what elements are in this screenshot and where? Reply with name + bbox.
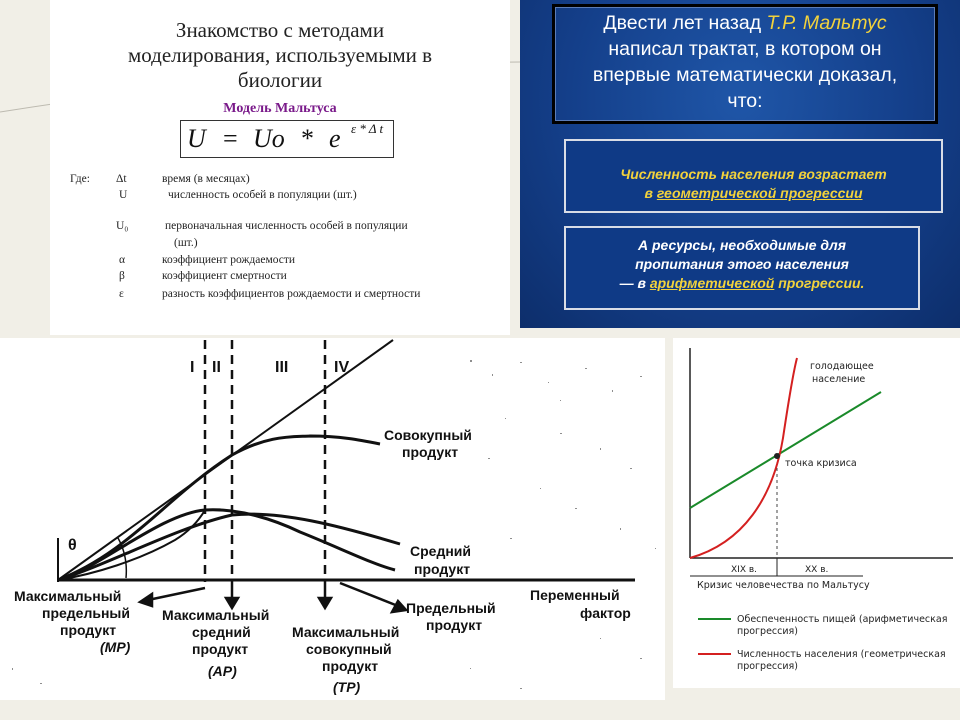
formula-equals: = (223, 124, 238, 153)
legend-text: коэффициент рождаемости (162, 254, 296, 266)
production-stages-chart (0, 338, 665, 700)
annotation-line: совокупный (306, 641, 392, 657)
legend-text: численность особей в популяции (шт.) (168, 189, 357, 201)
statement-line: пропитания этого населения (635, 256, 849, 272)
crisis-point (774, 453, 780, 459)
legend-symbol: U₀ (116, 220, 129, 232)
legend-text: первоначальная численность особей в популяции (165, 220, 408, 232)
annotation-max-mp (14, 588, 131, 655)
statement-emphasis: арифметической (649, 275, 775, 291)
annotation-line: продукт (60, 622, 117, 638)
annotation-line: средний (192, 624, 251, 640)
annotation-line: продукт (322, 658, 379, 674)
legend-text: разность коэффициентов рождаемости и смертности (162, 288, 421, 300)
author-name: Т.Р. Мальтус (766, 12, 887, 34)
statement-line: Численность населения возрастает (620, 166, 887, 182)
statement-resources (566, 236, 918, 293)
hungry-label: население (812, 374, 866, 385)
hungry-label: голодающее (810, 361, 874, 372)
legend-text: прогрессия) (737, 661, 798, 672)
annotation-line: Максимальный (14, 588, 122, 604)
statement-suffix: прогрессии. (778, 275, 865, 291)
curve-label-marginal: Предельный (406, 600, 496, 616)
intro-text (552, 10, 938, 114)
x-tick-label: XX в. (805, 565, 829, 575)
population-curve (690, 358, 797, 558)
formula-box (180, 120, 394, 158)
annotation-line: (MP) (100, 639, 131, 655)
statement-line (566, 184, 941, 203)
formula-u0: Uo (253, 124, 285, 153)
legend-symbol: β (119, 270, 125, 282)
stage-label: II (212, 359, 221, 376)
formula-lhs: U (187, 124, 206, 153)
where-label: Где: (70, 173, 90, 185)
arrow-head (392, 601, 406, 612)
formula-multiply: * (301, 124, 314, 153)
title-line: биологии (237, 68, 323, 92)
annotation-line: (TP) (333, 679, 361, 695)
legend-symbol: α (119, 254, 126, 266)
title-line: моделирования, используемыми в (127, 43, 433, 67)
crisis-point-label: точка кризиса (785, 458, 857, 469)
statement-line (566, 274, 918, 293)
legend-text: Обеспеченность пищей (арифметическая (737, 614, 948, 625)
formula-panel (50, 0, 510, 335)
annotation-line: (AP) (208, 663, 237, 679)
legend-text: Численность населения (геометрическая (737, 649, 946, 660)
arrow-marginal (340, 583, 398, 606)
stage-label: IV (334, 359, 350, 376)
food-supply-line (690, 392, 881, 508)
annotation-line: Максимальный (292, 624, 400, 640)
statement-prefix: — в (619, 275, 646, 291)
legend-text: коэффициент смертности (162, 270, 287, 282)
legend-symbol: U (119, 189, 128, 201)
chart-legend (698, 614, 947, 672)
intro-line: написал трактат, в котором он (608, 38, 882, 60)
curve-label-average: продукт (414, 561, 471, 577)
x-tick-label: XIX в. (731, 565, 758, 575)
curve-label-marginal: продукт (426, 617, 483, 633)
stage-label: I (190, 359, 195, 376)
stage-label: III (275, 359, 289, 376)
annotation-line: Максимальный (162, 607, 270, 623)
legend-symbol: Δt (116, 173, 127, 185)
statement-line: А ресурсы, необходимые для (637, 237, 847, 253)
arrow-max-mp (148, 588, 205, 600)
legend-text: (шт.) (174, 237, 198, 249)
malthus-crisis-chart (673, 338, 960, 688)
curve-label-average: Средний (410, 543, 472, 559)
curve-label-total: продукт (402, 444, 459, 460)
curve-label-total: Совокупный (384, 427, 472, 443)
arrow-head (319, 598, 331, 608)
intro-line (552, 10, 938, 36)
legend-text: время (в месяцах) (162, 173, 250, 185)
legend-text: прогрессия) (737, 626, 798, 637)
x-axis-label: фактор (580, 605, 631, 621)
annotation-max-ap (162, 607, 269, 679)
chart-caption: Кризис человечества по Мальтусу (697, 580, 870, 591)
model-title: Модель Мальтуса (223, 101, 337, 116)
annotation-max-tp (292, 624, 399, 695)
arrow-head (140, 594, 152, 606)
intro-line: что: (727, 90, 763, 112)
annotation-line: предельный (42, 605, 130, 621)
annotation-line: продукт (192, 641, 249, 657)
x-axis-label: Переменный (530, 587, 620, 603)
intro-line: впервые математически доказал, (592, 64, 898, 86)
title-line: Знакомство с методами (175, 18, 385, 42)
statement-emphasis: геометрической прогрессии (656, 185, 863, 201)
average-product-curve (58, 514, 400, 580)
legend-symbol: ε (119, 288, 124, 300)
theta-label: θ (68, 537, 77, 554)
panel-title (50, 18, 510, 93)
formula-exponent: ε * Δ t (351, 121, 384, 136)
statement-prefix: в (644, 185, 653, 201)
production-chart-svg (0, 338, 665, 700)
formula-e: e (329, 124, 341, 153)
statement-population (566, 165, 941, 203)
total-product-curve (58, 436, 380, 580)
crisis-chart-svg (673, 338, 960, 688)
intro-before: Двести лет назад (603, 12, 762, 34)
